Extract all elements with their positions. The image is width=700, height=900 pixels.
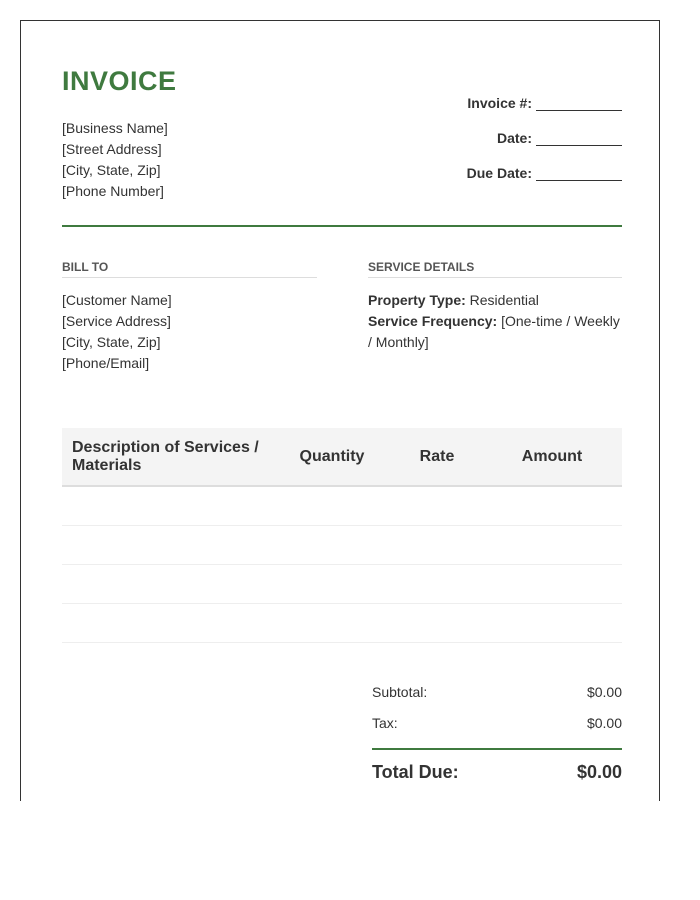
property-type-line (368, 290, 624, 311)
total-due-value: $0.00 (576, 762, 622, 782)
business-info (62, 118, 168, 202)
header-description: Description of Services / Materials (72, 438, 259, 474)
table-row[interactable] (62, 604, 622, 643)
total-due-row (372, 762, 622, 783)
table-header (62, 428, 622, 487)
table-row[interactable] (62, 526, 622, 565)
table-row[interactable] (62, 487, 622, 526)
subtotal-row (372, 676, 622, 707)
service-details-heading: SERVICE DETAILS (368, 260, 622, 278)
invoice-page (20, 20, 660, 801)
header-divider (62, 225, 622, 227)
business-street: [Street Address] (62, 141, 162, 157)
property-type-label: Property Type: (368, 292, 466, 308)
customer-city: [City, State, Zip] (62, 334, 161, 350)
due-date-label: Due Date: (466, 165, 532, 181)
subtotal-value: $0.00 (586, 683, 622, 700)
customer-contact: [Phone/Email] (62, 355, 150, 371)
invoice-date-label: Date: (496, 130, 532, 146)
invoice-date-row (362, 111, 622, 146)
header-amount: Amount (521, 447, 583, 465)
invoice-title: INVOICE (62, 66, 177, 96)
services-table (62, 428, 622, 643)
service-frequency-label: Service Frequency: (368, 313, 498, 329)
service-frequency-line (368, 311, 624, 353)
business-phone: [Phone Number] (62, 183, 164, 199)
invoice-number-label: Invoice #: (467, 95, 532, 111)
total-due-label: Total Due: (372, 762, 459, 782)
invoice-number-row (362, 76, 622, 111)
tax-value: $0.00 (586, 714, 622, 731)
header-quantity: Quantity (299, 447, 365, 465)
business-name: [Business Name] (62, 120, 168, 136)
totals-block (372, 676, 622, 783)
property-type-value: Residential (469, 292, 539, 308)
due-date-field[interactable] (536, 165, 622, 181)
business-city: [City, State, Zip] (62, 162, 161, 178)
bill-to-heading: BILL TO (62, 260, 317, 278)
header-rate: Rate (419, 447, 455, 465)
table-row[interactable] (62, 565, 622, 604)
invoice-date-field[interactable] (536, 130, 622, 146)
service-address: [Service Address] (62, 313, 171, 329)
tax-row (372, 707, 622, 738)
due-date-row (362, 146, 622, 181)
service-frequency-value: [One-time / Weekly / Monthly] (368, 313, 620, 350)
bill-to-info (62, 290, 172, 374)
service-details-info (368, 290, 624, 353)
invoice-number-field[interactable] (536, 95, 622, 111)
tax-label: Tax: (372, 714, 398, 731)
customer-name: [Customer Name] (62, 292, 172, 308)
totals-divider (372, 748, 622, 750)
invoice-meta (362, 76, 622, 181)
subtotal-label: Subtotal: (372, 683, 428, 700)
